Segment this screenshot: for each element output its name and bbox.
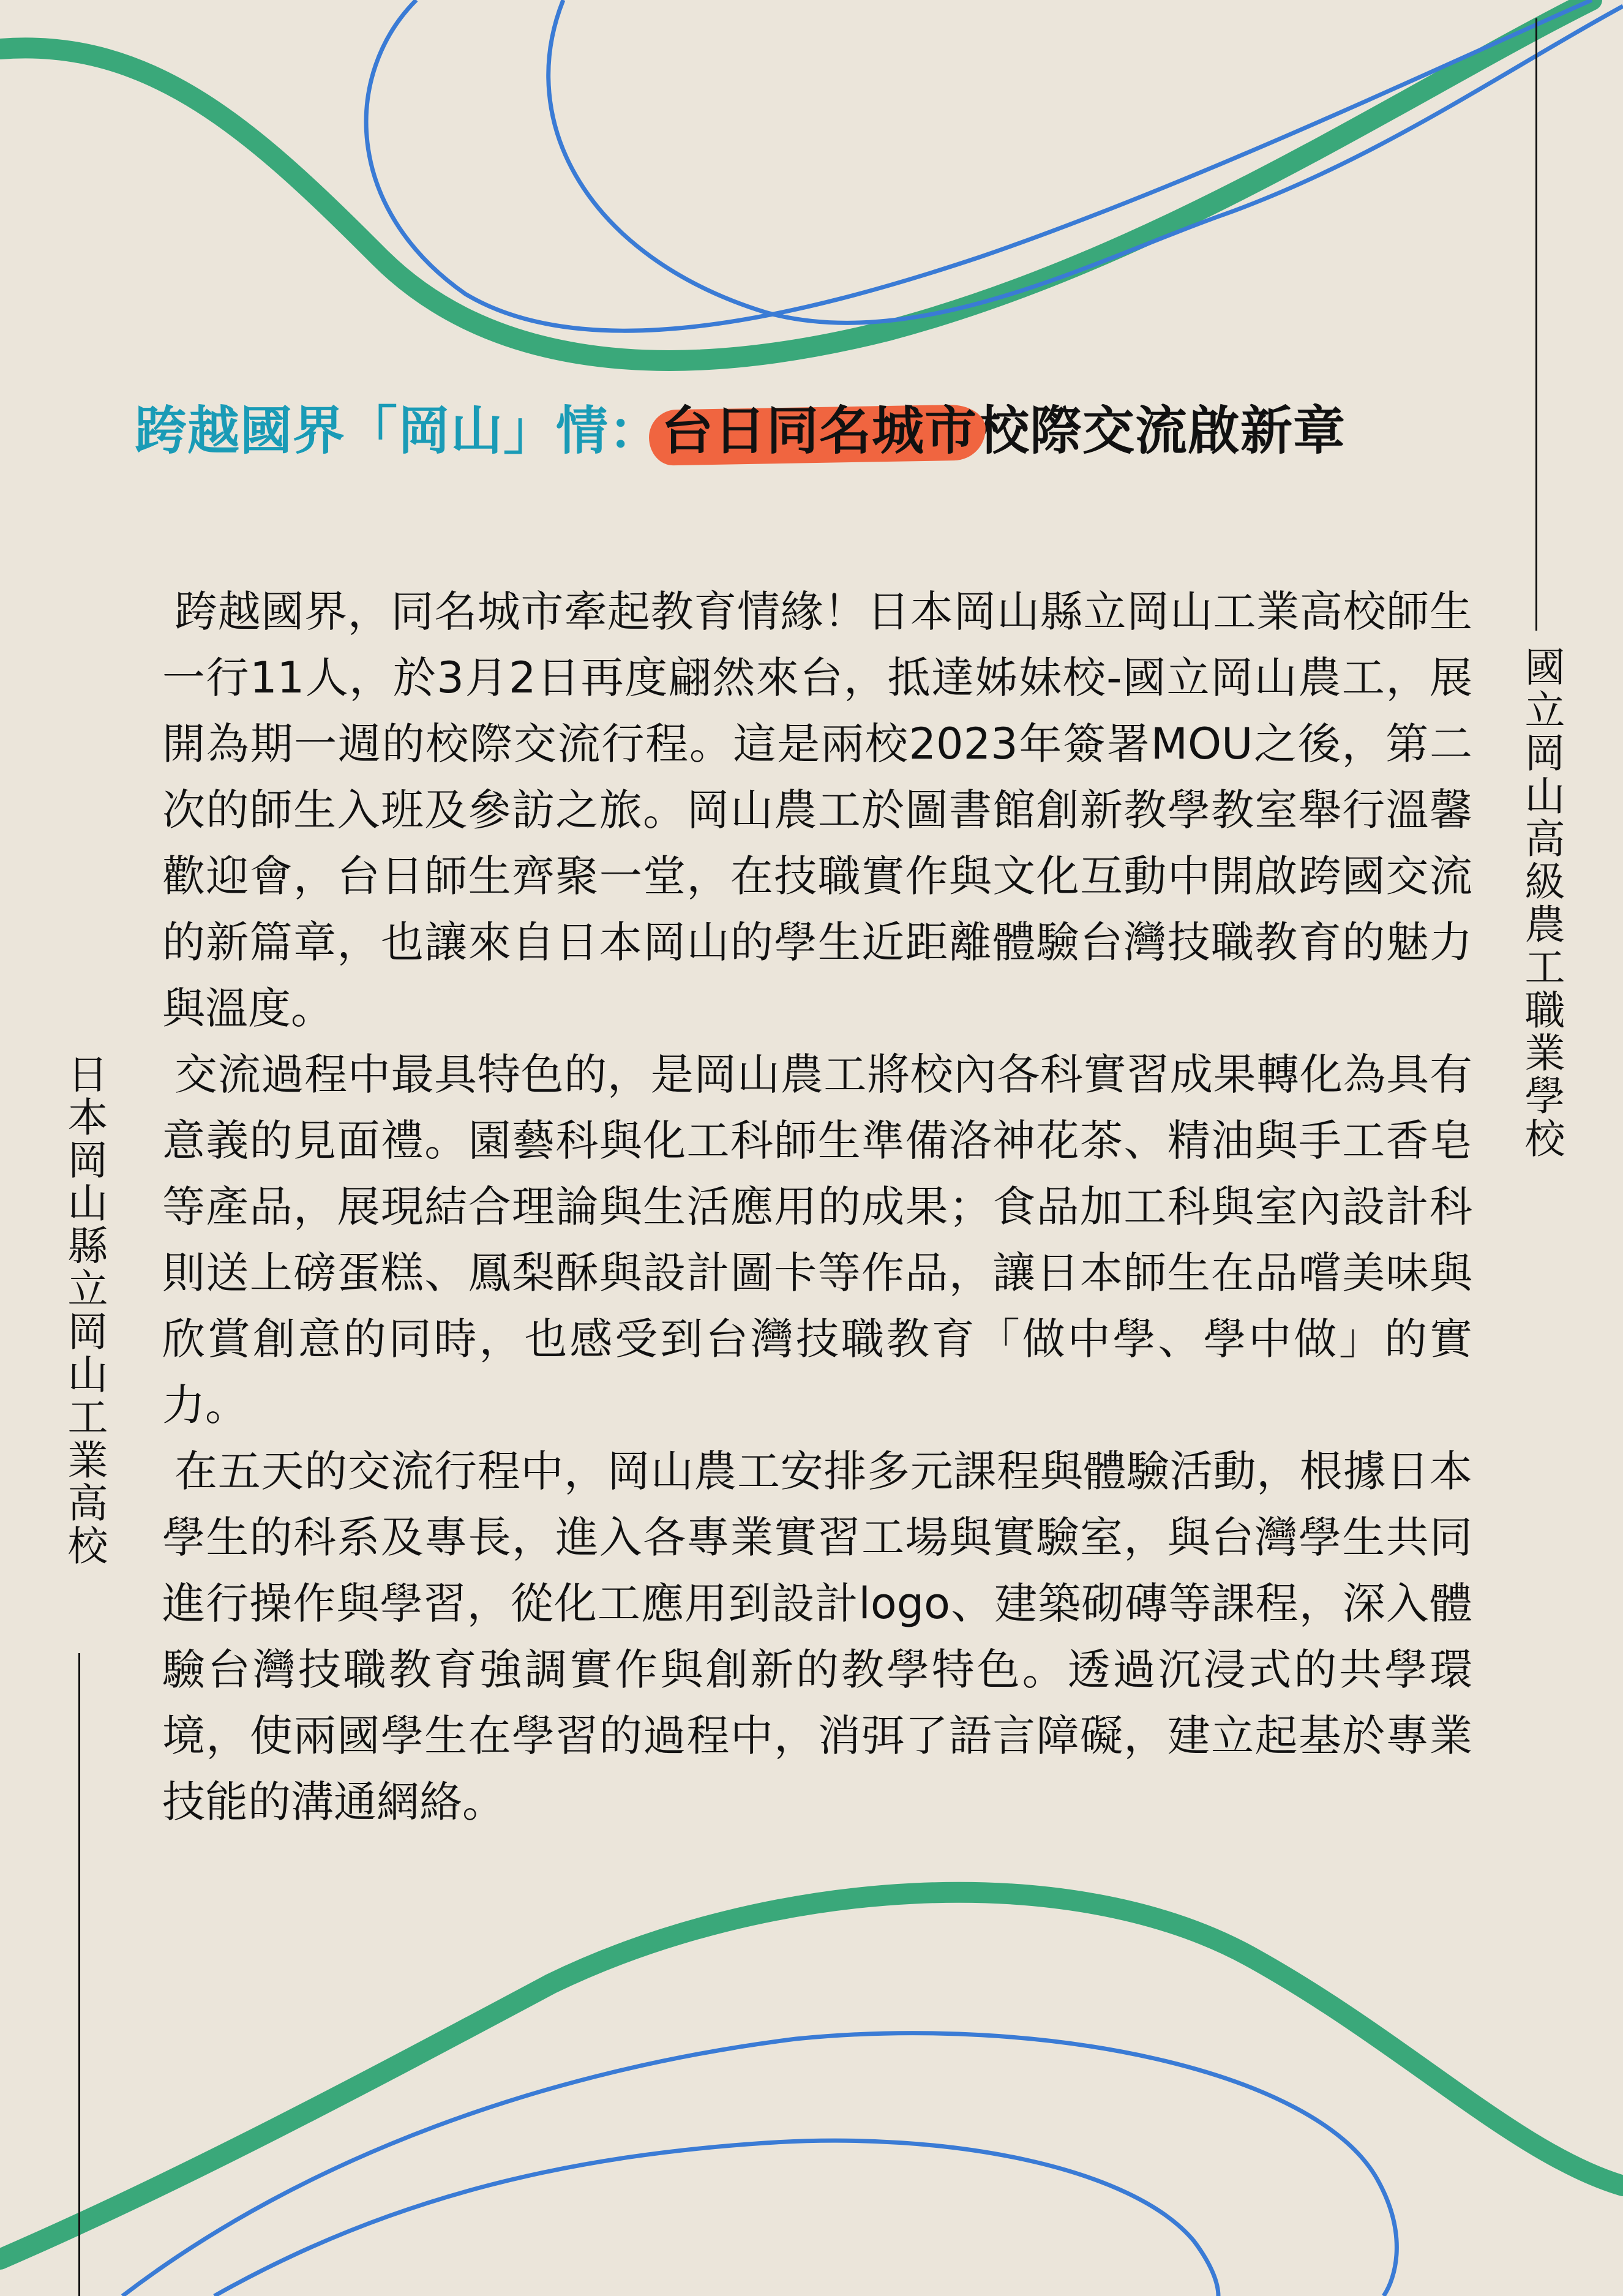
- bottom-blue-line-2: [214, 2140, 1218, 2296]
- right-side-rule: [1535, 18, 1537, 631]
- article-body: [162, 579, 1472, 1835]
- article-title: [135, 389, 1506, 475]
- top-blue-line-2: [549, 0, 1623, 323]
- left-side-label: 日本岡山縣立岡山工業高校: [61, 1053, 108, 1567]
- title-black-part: 校際交流啟新章: [977, 401, 1346, 462]
- bottom-green-wave: [0, 1893, 1623, 2259]
- title-highlight-part: 台日同名城市: [661, 401, 978, 462]
- title-blue-part: 跨越國界「岡山」情：: [135, 401, 662, 462]
- paragraph-2: 交流過程中最具特色的，是岡山農工將校內各科實習成果轉化為具有意義的見面禮。園藝科與化工科師生準備洛神花茶、精油與手工香皂等產品，展現結合理論與生活應用的成果；食品加工科與室內設計科則送上磅蛋糕、鳳梨酥與設計圖卡等作品，讓日本師生在品嚐美味與欣賞創意的同時，也感受到台灣技職教育「做中學、學中做」的實力。: [162, 1049, 1472, 1430]
- top-green-wave: [0, 0, 1592, 361]
- right-side-label: 國立岡山高級農工職業學校: [1518, 646, 1565, 1160]
- paragraph-1: 跨越國界，同名城市牽起教育情緣！日本岡山縣立岡山工業高校師生一行11人，於3月2日再度翩然來台，抵達姊妹校-國立岡山農工，展開為期一週的校際交流行程。這是兩校2023年簽署MOU之後，第二次的師生入班及參訪之旅。岡山農工於圖書館創新教學教室舉行溫馨歡迎會，台日師生齊聚一堂，在技職實作與文化互動中開啟跨國交流的新篇章，也讓來自日本岡山的學生近距離體驗台灣技職教育的魅力與溫度。: [162, 587, 1472, 1034]
- left-side-rule: [78, 1653, 80, 2296]
- paragraph-3: 在五天的交流行程中，岡山農工安排多元課程與體驗活動，根據日本學生的科系及專長，進入各專業實習工場與實驗室，與台灣學生共同進行操作與學習，從化工應用到設計logo、建築砌磚等課程，深入體驗台灣技職教育強調實作與創新的教學特色。透過沉浸式的共學環境，使兩國學生在學習的過程中，消弭了語言障礙，建立起基於專業技能的溝通網絡。: [162, 1446, 1472, 1827]
